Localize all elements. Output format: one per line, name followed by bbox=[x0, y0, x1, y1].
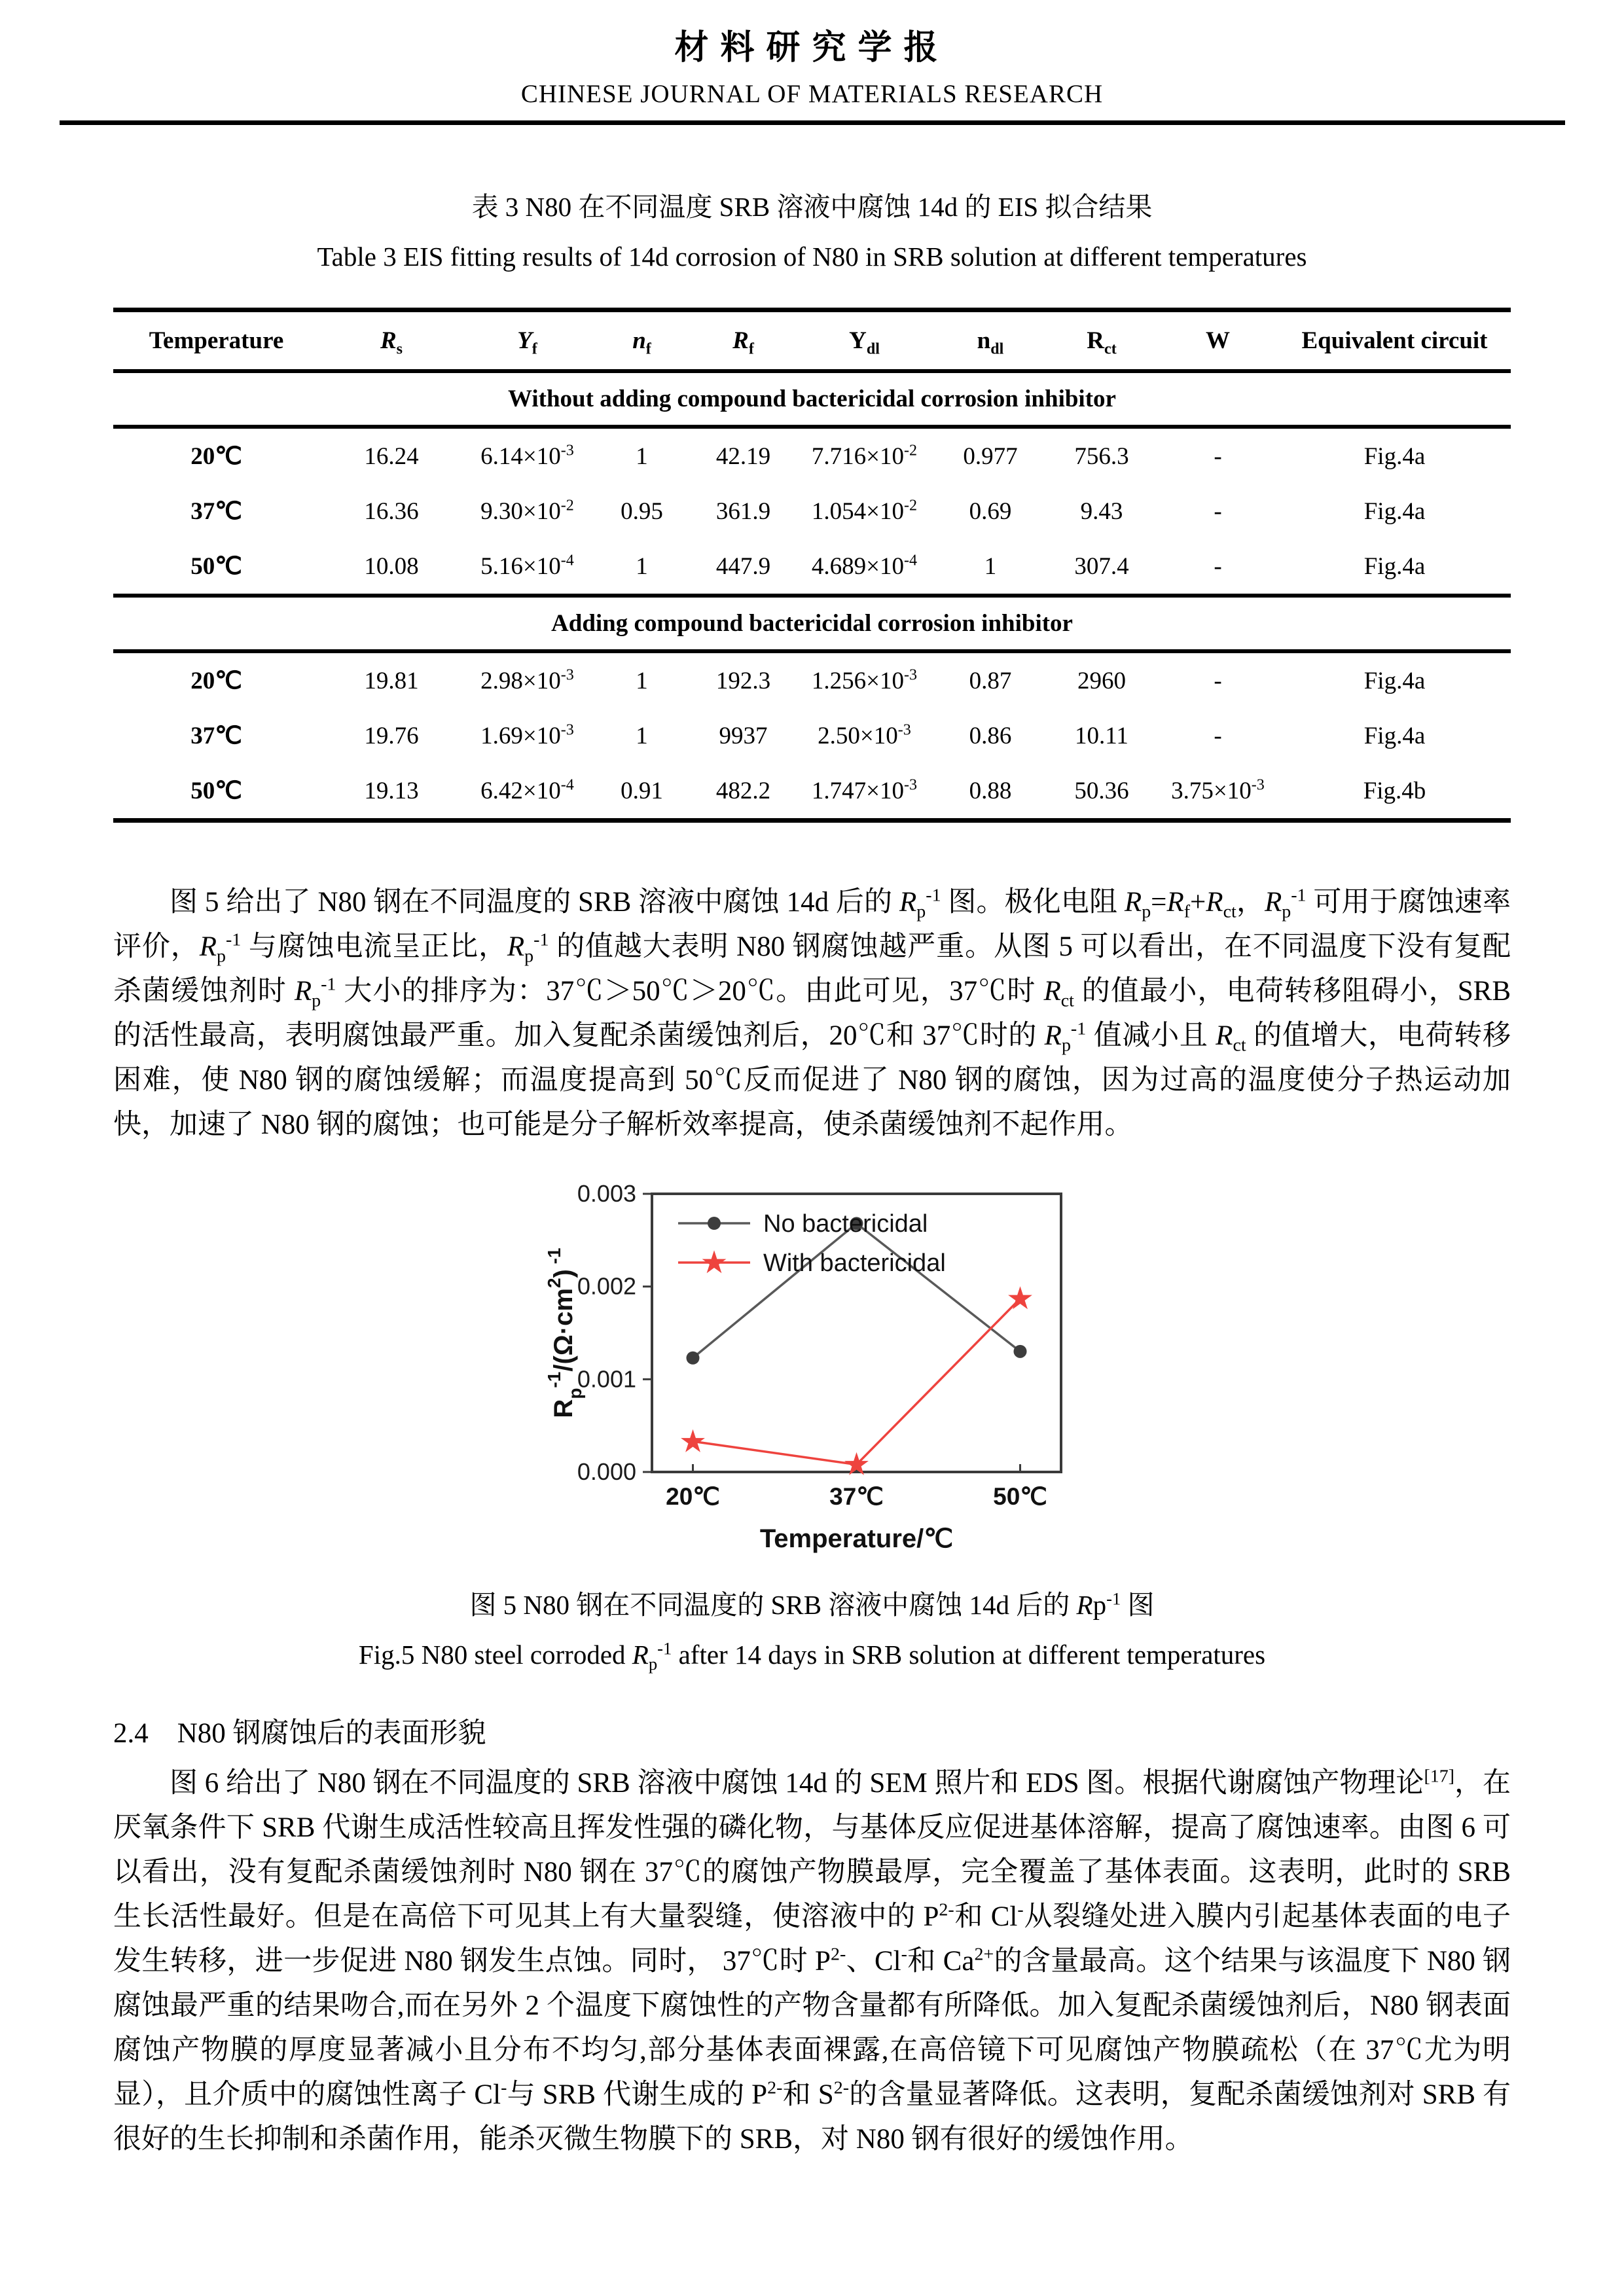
journal-title-cn: 材料研究学报 bbox=[674, 29, 950, 67]
value-cell: 0.88 bbox=[969, 777, 1012, 804]
table-body bbox=[113, 371, 1511, 821]
table-section-label-row bbox=[113, 596, 1511, 651]
table-row bbox=[113, 708, 1511, 763]
value-cell: 19.13 bbox=[364, 777, 419, 804]
table-row bbox=[113, 484, 1511, 539]
x-axis-label: Temperature/℃ bbox=[759, 1524, 953, 1553]
circle-marker bbox=[1013, 1345, 1026, 1358]
value-cell: Fig.4a bbox=[1363, 442, 1426, 470]
temperature-cell: 20℃ bbox=[190, 443, 242, 470]
star-marker: ★ bbox=[678, 1424, 707, 1460]
temperature-cell: 50℃ bbox=[190, 553, 242, 580]
section-title: N80 钢腐蚀后的表面形貌 bbox=[177, 1718, 486, 1749]
value-cell: 50.36 bbox=[1074, 777, 1129, 804]
value-cell: Fig.4a bbox=[1363, 667, 1426, 694]
value-cell: $1.747\times 10^{-3}$ bbox=[811, 776, 918, 804]
legend-label: With bactericidal bbox=[763, 1249, 946, 1277]
temperature-cell: 37℃ bbox=[190, 723, 242, 749]
column-header: $R_s$ bbox=[380, 327, 403, 358]
column-header: $n_{dl}$ bbox=[977, 327, 1004, 358]
value-cell: $6.42\times 10^{-4}$ bbox=[480, 776, 574, 804]
value-cell: - bbox=[1214, 497, 1222, 525]
legend-label: No bactericidal bbox=[763, 1210, 928, 1238]
value-cell: 1 bbox=[984, 552, 997, 580]
value-cell: 2960 bbox=[1077, 667, 1126, 694]
value-cell: Fig.4b bbox=[1363, 777, 1426, 804]
value-cell: 1 bbox=[636, 667, 648, 694]
value-cell: 16.36 bbox=[364, 497, 419, 525]
value-cell: 0.87 bbox=[969, 667, 1012, 694]
legend-star-marker: ★ bbox=[699, 1246, 729, 1280]
value-cell: - bbox=[1214, 552, 1222, 580]
table-section-label-row bbox=[113, 371, 1511, 427]
value-cell: $5.16\times 10^{-4}$ bbox=[480, 552, 574, 580]
y-axis-label: $R_p^{-1}/(\Omega\cdot cm^2)$ $^{-1}$ bbox=[543, 1247, 585, 1418]
temperature-cell: 20℃ bbox=[190, 668, 242, 694]
value-cell: - bbox=[1214, 442, 1222, 470]
table-row bbox=[113, 651, 1511, 708]
value-cell: $1.256\times 10^{-3}$ bbox=[811, 666, 918, 694]
value-cell: 1 bbox=[636, 722, 648, 749]
paragraph-surface-morphology: 图 6 给出了 N80 钢在不同温度的 SRB 溶液中腐蚀 14d 的 SEM 照片和 EDS 图。根据代谢腐蚀产物理论[17]，在厌氧条件下 SRB 代谢生成活性较高且挥发性强的磷化物，与基体反应促进基体溶解，提高了腐蚀速率。由图 6 可以看出，没有复配杀菌缓蚀剂时 N80 钢在 37℃的腐蚀产物膜最厚，完全覆盖了基体表面。这表明，此时的 SRB 生长活性最好。但是在高倍下可见其上有大量裂缝，使溶液中的 $P^{2-}$和 Cl-从裂缝处进入膜内引起基体表面的电子发生转移，进一步促进 N80 钢发生点蚀。同时， 37℃时 $P^{2-}$、Cl-和 $Ca^{2+}$的含量最高。这个结果与该温度下 N80 钢腐蚀最严重的结果吻合,而在另外 2 个温度下腐蚀性的产物含量都有所降低。加入复配杀菌缓蚀剂后，N80 钢表面腐蚀产物膜的厚度显著减小且分布不均匀,部分基体表面裸露,在高倍镜下可见腐蚀产物膜疏松（在 37℃尤为明显），且介质中的腐蚀性离子 Cl-与 SRB 代谢生成的 $P^{2-}$和 $S^{2-}$的含量显著降低。这表明，复配杀菌缓蚀剂对 SRB 有很好的生长抑制和杀菌作用，能杀灭微生物膜下的 SRB，对 N80 钢有很好的缓蚀作用。 bbox=[113, 1766, 1511, 2155]
value-cell: 10.08 bbox=[364, 552, 419, 580]
value-cell: 19.76 bbox=[364, 722, 419, 749]
series-line bbox=[693, 1223, 1020, 1357]
table-section-label: Adding compound bactericidal corrosion inhibitor bbox=[113, 596, 1511, 651]
value-cell: 361.9 bbox=[715, 497, 771, 525]
header-divider bbox=[60, 120, 1565, 125]
column-header: $R_{ct}$ bbox=[1087, 327, 1117, 358]
value-cell: - bbox=[1214, 722, 1222, 749]
column-header: $n_f$ bbox=[632, 327, 651, 358]
table3-title-cn: 表 3 N80 在不同温度 SRB 溶液中腐蚀 14d 的 EIS 拟合结果 bbox=[471, 192, 1153, 222]
value-cell: 0.86 bbox=[969, 722, 1012, 749]
section-heading-2-4 bbox=[113, 1711, 1511, 1751]
figure5-caption-en: Fig.5 N80 steel corroded $R_p^{-1}$ after 14 days in SRB solution at different temperatures bbox=[358, 1638, 1266, 1674]
x-tick-label: 37℃ bbox=[829, 1483, 884, 1510]
value-cell: 0.91 bbox=[621, 777, 663, 804]
value-cell: $3.75\times 10^{-3}$ bbox=[1171, 776, 1265, 804]
value-cell: 1 bbox=[636, 442, 648, 470]
value-cell: 0.95 bbox=[621, 497, 663, 525]
table-row bbox=[113, 763, 1511, 821]
column-header: W bbox=[1206, 327, 1230, 354]
value-cell: 42.19 bbox=[715, 442, 771, 470]
table3-title-en: Table 3 EIS fitting results of 14d corrosion of N80 in SRB solution at different temperatures bbox=[317, 242, 1307, 272]
value-cell: $1.69\times 10^{-3}$ bbox=[480, 721, 574, 749]
value-cell: $7.716\times 10^{-2}$ bbox=[811, 442, 918, 470]
value-cell: 482.2 bbox=[715, 777, 771, 804]
chart-canvas bbox=[541, 1177, 1084, 1557]
column-header: $Y_{dl}$ bbox=[849, 327, 880, 358]
value-cell: 307.4 bbox=[1074, 552, 1129, 580]
table-row bbox=[113, 539, 1511, 596]
value-cell: $9.30\times 10^{-2}$ bbox=[480, 497, 574, 525]
y-tick-label: 0.000 bbox=[577, 1458, 636, 1485]
legend-circle-marker bbox=[708, 1217, 721, 1230]
value-cell: 0.69 bbox=[969, 497, 1012, 525]
value-cell: 192.3 bbox=[715, 667, 771, 694]
figure5-caption-cn: 图 5 N80 钢在不同温度的 SRB 溶液中腐蚀 14d 后的 $Rp^{-1}$ 图 bbox=[469, 1588, 1155, 1620]
value-cell: 1 bbox=[636, 552, 648, 580]
star-marker: ★ bbox=[1005, 1282, 1034, 1317]
value-cell: $6.14\times 10^{-3}$ bbox=[480, 442, 574, 470]
value-cell: 9937 bbox=[719, 722, 768, 749]
column-header: Temperature bbox=[149, 327, 284, 354]
y-tick-label: 0.001 bbox=[577, 1365, 636, 1393]
value-cell: 447.9 bbox=[715, 552, 771, 580]
circle-marker bbox=[686, 1352, 699, 1365]
eis-results-table bbox=[113, 308, 1511, 823]
value-cell: 756.3 bbox=[1074, 442, 1129, 470]
value-cell: 16.24 bbox=[364, 442, 419, 470]
value-cell: 10.11 bbox=[1075, 722, 1128, 749]
figure5-line-chart bbox=[541, 1177, 1084, 1557]
value-cell: $2.98\times 10^{-3}$ bbox=[480, 666, 574, 694]
table-section-label: Without adding compound bactericidal corrosion inhibitor bbox=[113, 371, 1511, 427]
section-number: 2.4 bbox=[113, 1718, 149, 1749]
temperature-cell: 37℃ bbox=[190, 498, 242, 525]
x-tick-label: 20℃ bbox=[665, 1483, 720, 1510]
value-cell: $4.689\times 10^{-4}$ bbox=[811, 552, 918, 580]
value-cell: 0.977 bbox=[963, 442, 1018, 470]
journal-title-en: CHINESE JOURNAL OF MATERIALS RESEARCH bbox=[520, 80, 1104, 108]
value-cell: 9.43 bbox=[1080, 497, 1123, 525]
value-cell: 19.81 bbox=[364, 667, 419, 694]
value-cell: - bbox=[1214, 667, 1222, 694]
value-cell: Fig.4a bbox=[1363, 722, 1426, 749]
star-marker: ★ bbox=[842, 1447, 871, 1482]
y-tick-label: 0.003 bbox=[577, 1180, 636, 1207]
column-header: $R_f$ bbox=[732, 327, 754, 358]
table-row bbox=[113, 427, 1511, 484]
column-header: $Y_f$ bbox=[517, 327, 537, 358]
x-tick-label: 50℃ bbox=[992, 1483, 1047, 1510]
series-line bbox=[693, 1299, 1020, 1465]
value-cell: $1.054\times 10^{-2}$ bbox=[811, 497, 918, 525]
column-header: Equivalent circuit bbox=[1301, 327, 1488, 354]
paragraph-rp-discussion: 图 5 给出了 N80 钢在不同温度的 SRB 溶液中腐蚀 14d 后的 $R_p^{-1}$ 图。极化电阻 $R_p=R_f+R_{ct}$，$R_p^{-1}$ 可用于腐蚀速率评价，$R_p^{-1}$ 与腐蚀电流呈正比，$R_p^{-1}$ 的值越大表明 N80 钢腐蚀越严重。从图 5 可以看出，在不同温度下没有复配杀菌缓蚀剂时 $R_p^{-1}$ 大小的排序为：37℃＞50℃＞20℃。由此可见，37℃时 $R_{ct}$ 的值最小，电荷转移阻碍小，SRB 的活性最高，表明腐蚀最严重。加入复配杀菌缓蚀剂后，20℃和 37℃时的 $R_p^{-1}$ 值减小且 $R_{ct}$ 的值增大，电荷转移困难，使 N80 钢的腐蚀缓解；而温度提高到 50℃反而促进了 N80 钢的腐蚀，因为过高的温度使分子热运动加快，加速了 N80 钢的腐蚀；也可能是分子解析效率提高，使杀菌缓蚀剂不起作用。 bbox=[113, 885, 1511, 1140]
temperature-cell: 50℃ bbox=[190, 778, 242, 804]
y-tick-label: 0.002 bbox=[577, 1272, 636, 1300]
value-cell: Fig.4a bbox=[1363, 552, 1426, 580]
table-header-row bbox=[113, 310, 1511, 372]
value-cell: Fig.4a bbox=[1363, 497, 1426, 525]
value-cell: $2.50\times 10^{-3}$ bbox=[818, 721, 911, 749]
